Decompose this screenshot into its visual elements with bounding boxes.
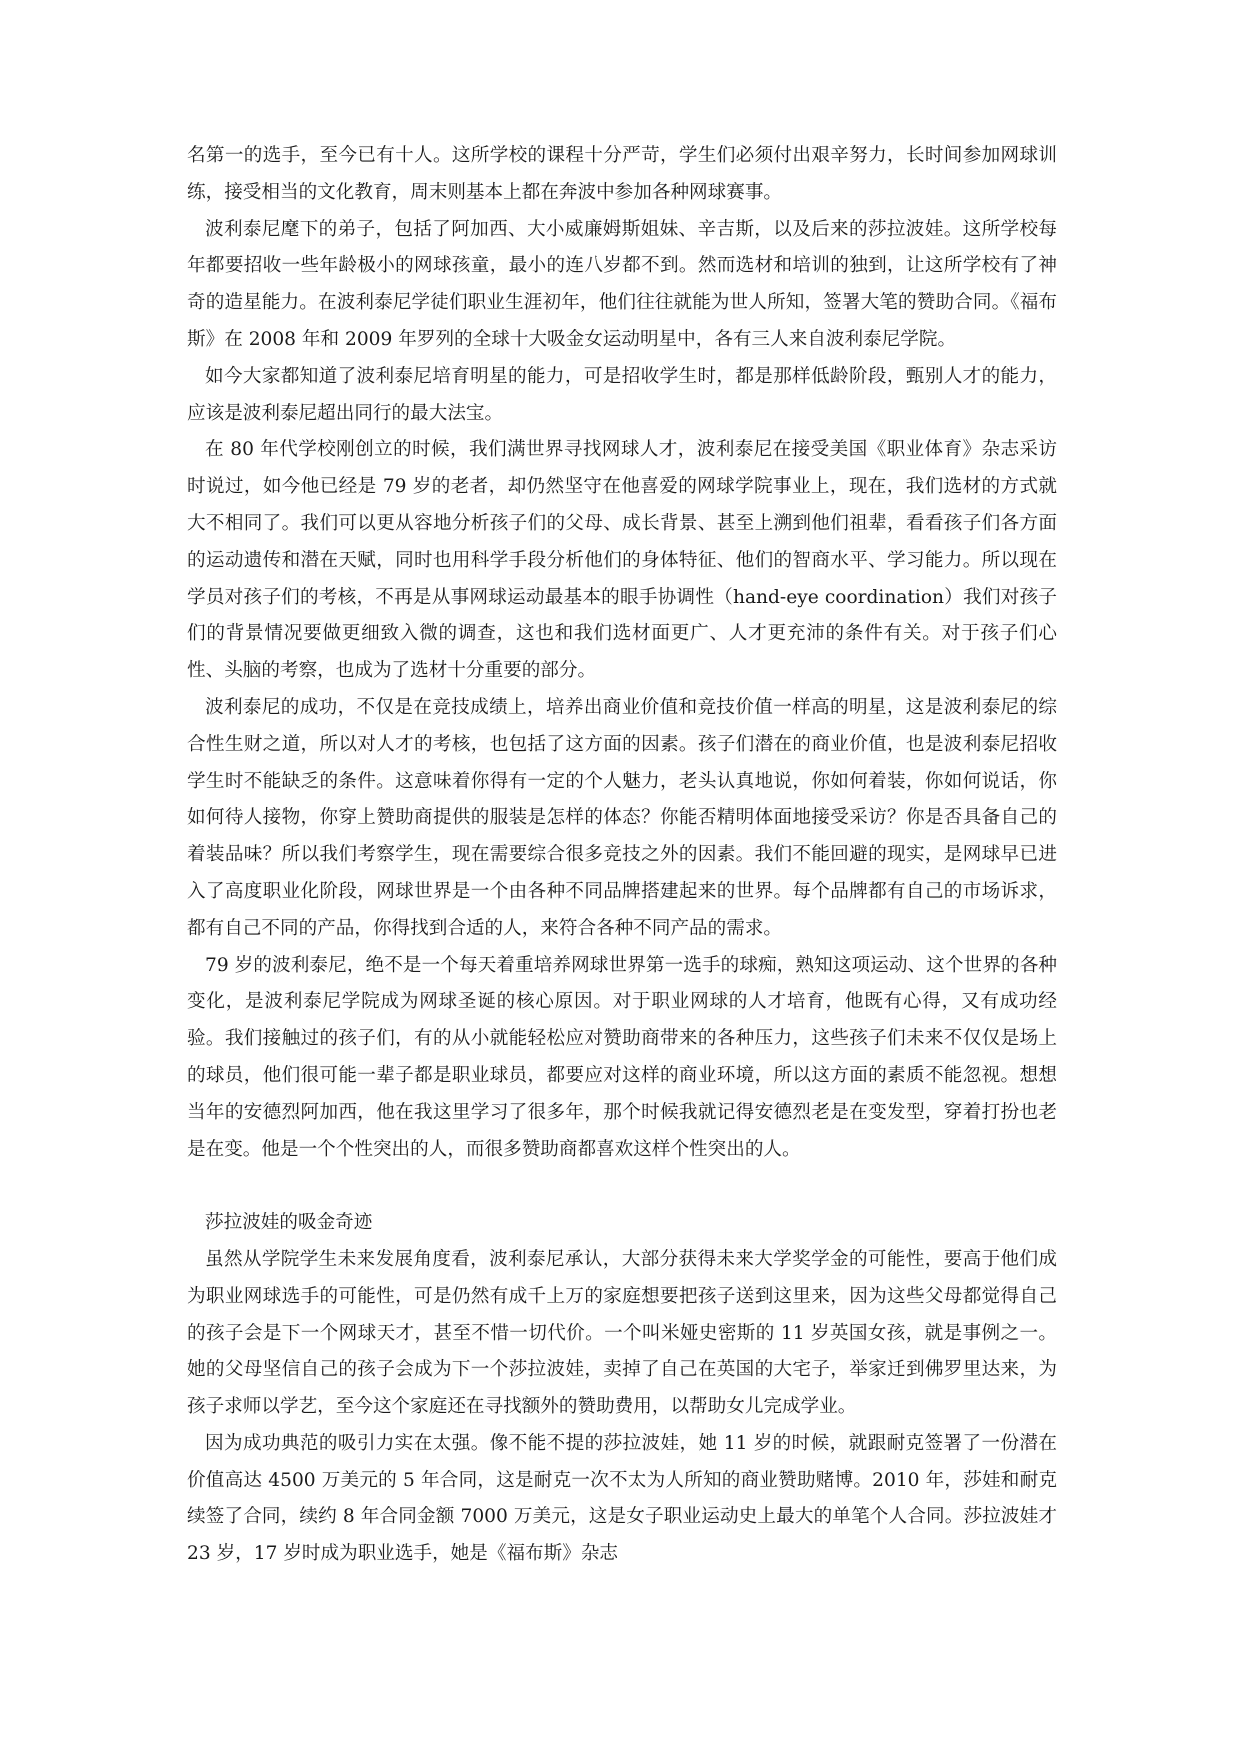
paragraph: 如今大家都知道了波利泰尼培育明星的能力，可是招收学生时，都是那样低龄阶段，甄别人才的能力，应该是波利泰尼超出同行的最大法宝。 (187, 365, 1057, 424)
paragraph: 虽然从学院学生未来发展角度看，波利泰尼承认，大部分获得未来大学奖学金的可能性，要高于他们成为职业网球选手的可能性，可是仍然有成千上万的家庭想要把孩子送到这里来，因为这些父母都觉得自己的孩子会是下一个网球天才，甚至不惜一切代价。一个叫米娅史密斯的 11 岁英国女孩，就是事例之一。她的父母坚信自己的孩子会成为下一个莎拉波娃，卖掉了自己在英国的大宅子，举家迁到佛罗里达来，为孩子求师以学艺，至今这个家庭还在寻找额外的赞助费用，以帮助女儿完成学业。 (187, 1248, 1057, 1418)
paragraph: 波利泰尼的成功，不仅是在竞技成绩上，培养出商业价值和竞技价值一样高的明星，这是波利泰尼的综合性生财之道，所以对人才的考核，也包括了这方面的因素。孩子们潜在的商业价值，也是波利泰尼招收学生时不能缺乏的条件。这意味着你得有一定的个人魅力，老头认真地说，你如何着装，你如何说话，你如何待人接物，你穿上赞助商提供的服装是怎样的体态？你能否精明体面地接受采访？你是否具备自己的着装品味？所以我们考察学生，现在需要综合很多竞技之外的因素。我们不能回避的现实，是网球早已进入了高度职业化阶段，网球世界是一个由各种不同品牌搭建起来的世界。每个品牌都有自己的市场诉求，都有自己不同的产品，你得找到合适的人，来符合各种不同产品的需求。 (187, 696, 1057, 939)
paragraph: 因为成功典范的吸引力实在太强。像不能不提的莎拉波娃，她 11 岁的时候，就跟耐克签署了一份潜在价值高达 4500 万美元的 5 年合同，这是耐克一次不太为人所知的商业赞助赌博。2010 年，莎娃和耐克续签了合同，续约 8 年合同金额 7000 万美元，这是女子职业运动史上最大的单笔个人合同。莎拉波娃才 23 岁，17 岁时成为职业选手，她是《福布斯》杂志 (187, 1432, 1057, 1565)
paragraph-spacer (187, 1168, 1057, 1205)
paragraph: 波利泰尼麾下的弟子，包括了阿加西、大小威廉姆斯姐妹、辛吉斯，以及后来的莎拉波娃。这所学校每年都要招收一些年龄极小的网球孩童，最小的连八岁都不到。然而选材和培训的独到，让这所学校有了神奇的造星能力。在波利泰尼学徒们职业生涯初年，他们往往就能为世人所知，签署大笔的赞助合同。《福布斯》在 2008 年和 2009 年罗列的全球十大吸金女运动明星中，各有三人来自波利泰尼学院。 (187, 218, 1057, 350)
document-page (187, 138, 1057, 1573)
paragraph: 在 80 年代学校刚创立的时候，我们满世界寻找网球人才，波利泰尼在接受美国《职业体育》杂志采访时说过，如今他已经是 79 岁的老者，却仍然坚守在他喜爱的网球学院事业上，现在，我们选材的方式就大不相同了。我们可以更从容地分析孩子们的父母、成长背景、甚至上溯到他们祖辈，看看孩子们各方面的运动遗传和潜在天赋，同时也用科学手段分析他们的身体特征、他们的智商水平、学习能力。所以现在学员对孩子们的考核，不再是从事网球运动最基本的眼手协调性（hand-eye coordination）我们对孩子们的背景情况要做更细致入微的调查，这也和我们选材面更广、人才更充沛的条件有关。对于孩子们心性、头脑的考察，也成为了选材十分重要的部分。 (187, 439, 1057, 682)
paragraph: 名第一的选手，至今已有十人。这所学校的课程十分严苛，学生们必须付出艰辛努力，长时间参加网球训练，接受相当的文化教育，周末则基本上都在奔波中参加各种网球赛事。 (187, 145, 1057, 203)
paragraph: 79 岁的波利泰尼，绝不是一个每天着重培养网球世界第一选手的球痴，熟知这项运动、这个世界的各种变化，是波利泰尼学院成为网球圣诞的核心原因。对于职业网球的人才培育，他既有心得，又有成功经验。我们接触过的孩子们，有的从小就能轻松应对赞助商带来的各种压力，这些孩子们未来不仅仅是场上的球员，他们很可能一辈子都是职业球员，都要应对这样的商业环境，所以这方面的素质不能忽视。想想当年的安德烈阿加西，他在我这里学习了很多年，那个时候我就记得安德烈老是在变发型，穿着打扮也老是在变。他是一个个性突出的人，而很多赞助商都喜欢这样个性突出的人。 (187, 954, 1057, 1160)
section-heading: 莎拉波娃的吸金奇迹 (205, 1212, 373, 1234)
